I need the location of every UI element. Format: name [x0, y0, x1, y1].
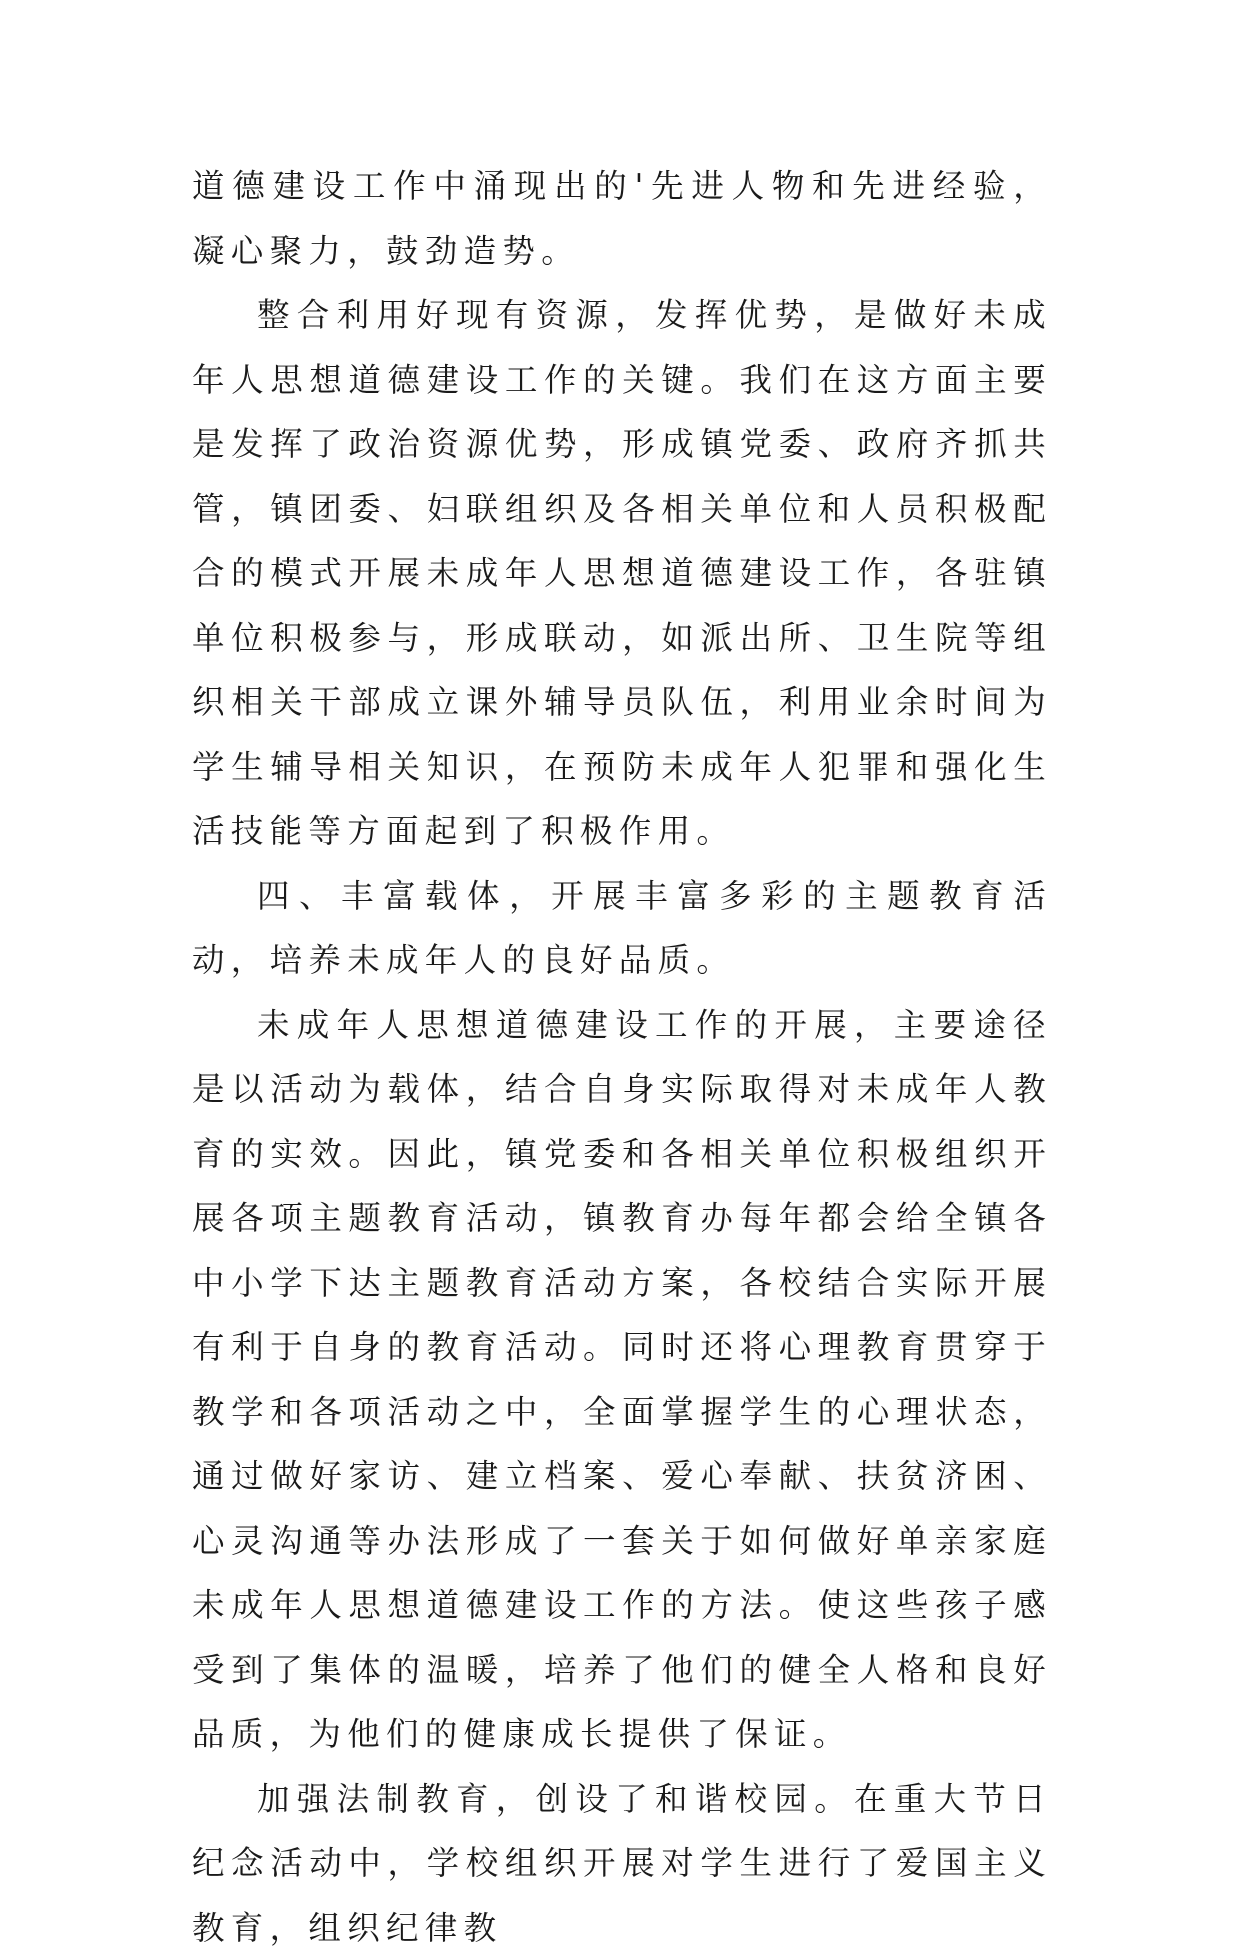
document-body: [192, 154, 1052, 1960]
paragraph-resources: 整合利用好现有资源，发挥优势，是做好未成年人思想道德建设工作的关键。我们在这方面主要是发挥了政治资源优势，形成镇党委、政府齐抓共管，镇团委、妇联组织及各相关单位和人员积极配合的模式开展未成年人思想道德建设工作，各驻镇单位积极参与，形成联动，如派出所、卫生院等组织相关干部成立课外辅导员队伍，利用业余时间为学生辅导相关知识，在预防未成年人犯罪和强化生活技能等方面起到了积极作用。: [192, 283, 1052, 864]
paragraph-legal-education: 加强法制教育，创设了和谐校园。在重大节日纪念活动中，学校组织开展对学生进行了爱国主义教育，组织纪律教: [192, 1767, 1052, 1960]
paragraph-continuation: 道德建设工作中涌现出的'先进人物和先进经验，凝心聚力，鼓劲造势。: [192, 154, 1052, 283]
paragraph-activities: 未成年人思想道德建设工作的开展，主要途径是以活动为载体，结合自身实际取得对未成年人教育的实效。因此，镇党委和各相关单位积极组织开展各项主题教育活动，镇教育办每年都会给全镇各中小学下达主题教育活动方案，各校结合实际开展有利于自身的教育活动。同时还将心理教育贯穿于教学和各项活动之中，全面掌握学生的心理状态，通过做好家访、建立档案、爱心奉献、扶贫济困、心灵沟通等办法形成了一套关于如何做好单亲家庭未成年人思想道德建设工作的方法。使这些孩子感受到了集体的温暖，培养了他们的健全人格和良好品质，为他们的健康成长提供了保证。: [192, 993, 1052, 1767]
section-heading-four: 四、丰富载体，开展丰富多彩的主题教育活动，培养未成年人的良好品质。: [192, 864, 1052, 993]
